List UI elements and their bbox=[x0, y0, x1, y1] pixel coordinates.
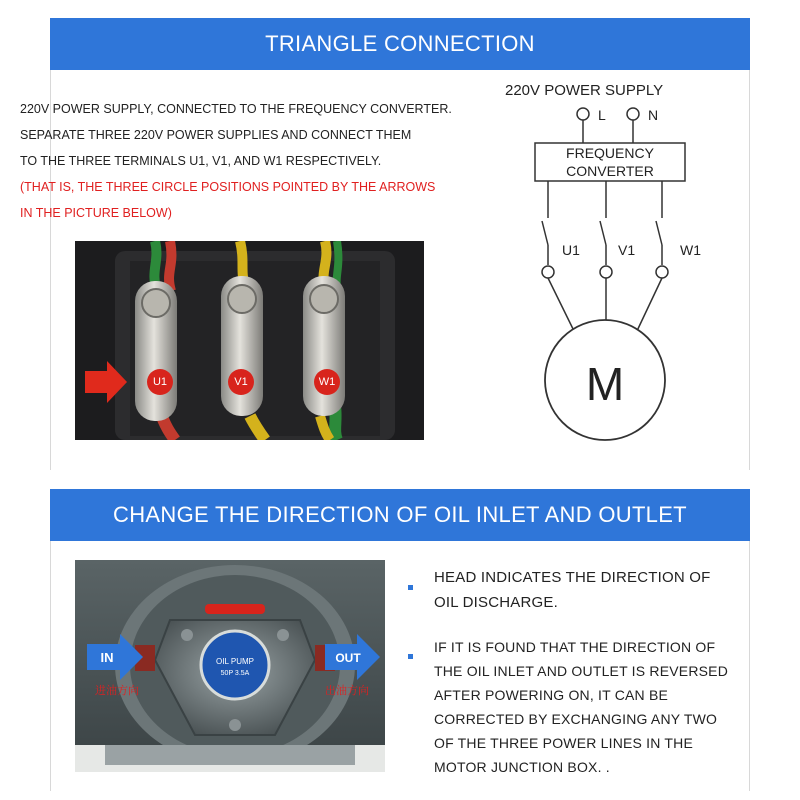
instruction-note: (THAT IS, THE THREE CIRCLE POSITIONS POINTED BY THE ARROWS bbox=[20, 180, 436, 194]
note-line: OF THE THREE POWER LINES IN THE bbox=[434, 735, 694, 751]
note-line: CORRECTED BY EXCHANGING ANY TWO bbox=[434, 711, 718, 727]
instruction-text bbox=[20, 96, 452, 226]
instruction-note: IN THE PICTURE BELOW) bbox=[20, 206, 172, 220]
note-line: IF IT IS FOUND THAT THE DIRECTION OF bbox=[434, 639, 716, 655]
note-line: MOTOR JUNCTION BOX. . bbox=[434, 759, 610, 775]
section-title-text: TRIANGLE CONNECTION bbox=[265, 31, 535, 56]
power-supply-label: 220V POWER SUPPLY bbox=[505, 82, 664, 99]
switch-u1 bbox=[542, 221, 548, 245]
converter-label-2: CONVERTER bbox=[566, 163, 654, 179]
note-line: AFTER POWERING ON, IT CAN BE bbox=[434, 687, 669, 703]
terminal-w1: W1 bbox=[314, 369, 340, 395]
section-title-text: CHANGE THE DIRECTION OF OIL INLET AND OUTLET bbox=[113, 502, 687, 527]
terminal-l bbox=[577, 108, 589, 120]
switch-v1 bbox=[600, 221, 606, 245]
wiring-diagram bbox=[490, 75, 740, 455]
terminal-n bbox=[627, 108, 639, 120]
left-divider-2 bbox=[50, 541, 51, 791]
bullet-marker bbox=[408, 585, 413, 590]
direction-notes bbox=[408, 564, 768, 784]
right-divider bbox=[749, 70, 750, 470]
instruction-line: SEPARATE THREE 220V POWER SUPPLIES AND CONNECT THEM bbox=[20, 128, 412, 142]
diagram-label-u1: U1 bbox=[562, 242, 580, 258]
terminal-block-photo bbox=[75, 241, 424, 440]
converter-label-1: FREQUENCY bbox=[566, 145, 654, 161]
instruction-line: 220V POWER SUPPLY, CONNECTED TO THE FREQUENCY CONVERTER. bbox=[20, 102, 452, 116]
pump-badge-text: OIL PUMP bbox=[216, 657, 254, 666]
pump-badge-text-2: 50P 3.5A bbox=[220, 670, 250, 677]
note-line: HEAD INDICATES THE DIRECTION OF bbox=[434, 569, 711, 586]
in-cn-label: 进油方向 bbox=[95, 684, 139, 697]
diagram-label-w1: W1 bbox=[680, 242, 701, 258]
section-title-direction bbox=[50, 489, 750, 541]
switch-w1 bbox=[656, 221, 662, 245]
out-label: OUT bbox=[335, 651, 361, 665]
motor-label: M bbox=[585, 358, 625, 410]
diagram-label-v1: V1 bbox=[618, 242, 636, 258]
terminal-v1: V1 bbox=[228, 369, 254, 395]
instruction-line: TO THE THREE TERMINALS U1, V1, AND W1 RESPECTIVELY. bbox=[20, 154, 382, 168]
in-label: IN bbox=[100, 650, 114, 665]
out-cn-label: 出油方向 bbox=[325, 684, 369, 697]
section-title-triangle bbox=[50, 18, 750, 70]
terminal-l-label: L bbox=[598, 107, 606, 123]
terminal-n-label: N bbox=[648, 107, 659, 123]
note-line: OIL DISCHARGE. bbox=[434, 594, 558, 611]
bullet-marker bbox=[408, 654, 413, 659]
oil-pump-photo bbox=[75, 560, 385, 772]
note-line: THE OIL INLET AND OUTLET IS REVERSED bbox=[434, 663, 729, 679]
terminal-u1: U1 bbox=[147, 369, 173, 395]
